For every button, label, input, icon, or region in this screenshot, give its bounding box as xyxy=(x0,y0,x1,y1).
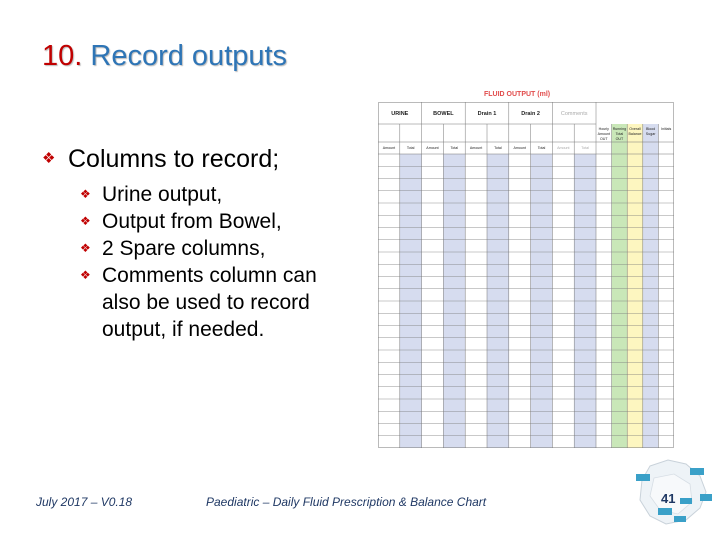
sub-bullet-text: 2 Spare columns, xyxy=(102,237,266,260)
running-total-fill xyxy=(612,124,628,448)
subheader-label: Amount xyxy=(469,146,483,150)
extra-header-label: Overall xyxy=(629,127,641,131)
subheader-label: Total xyxy=(581,146,589,150)
extra-header-label: Running xyxy=(612,127,627,131)
subheader-label: Amount xyxy=(513,146,526,150)
title-text: Record outputs xyxy=(90,40,288,72)
slide-title xyxy=(42,40,287,73)
extra-header-label: Balance xyxy=(628,132,642,136)
sub-bullet xyxy=(80,208,342,235)
extra-header-label: Sugar xyxy=(645,132,656,136)
footer-date: July 2017 – V0.18 xyxy=(36,495,133,509)
subheader-label: Amount xyxy=(426,146,439,150)
subheader-label: Amount xyxy=(382,146,396,150)
sub-bullet-text: Output from Bowel, xyxy=(102,210,282,233)
extra-header-label: OUT xyxy=(600,137,608,141)
group-header: URINE xyxy=(391,111,409,117)
diamond-bullet-icon: ❖ xyxy=(42,150,56,167)
subheader-label: Total xyxy=(450,146,459,150)
title-number: 10. xyxy=(42,40,83,72)
group-header: Comments xyxy=(560,111,588,117)
subheader-label: Amount xyxy=(557,146,570,150)
diamond-bullet-icon: ❖ xyxy=(80,268,91,282)
group-header: BOWEL xyxy=(433,111,454,117)
fluid-output-chart-image xyxy=(378,91,674,448)
diamond-bullet-icon: ❖ xyxy=(80,214,91,228)
sub-bullet xyxy=(80,181,342,208)
blood-sugar-fill xyxy=(643,124,659,448)
extra-header-label: Blood xyxy=(645,127,656,131)
sub-bullet xyxy=(80,262,342,343)
subheader-label: Total xyxy=(406,146,415,150)
extra-header-label: Total xyxy=(615,132,624,136)
diamond-bullet-icon: ❖ xyxy=(80,187,91,201)
bullet-list xyxy=(42,143,342,343)
group-header: Drain 1 xyxy=(477,111,497,117)
diamond-bullet-icon: ❖ xyxy=(80,241,91,255)
extra-header-label: OUT xyxy=(615,137,624,141)
page-number: 41 xyxy=(661,491,676,506)
subheader-label: Total xyxy=(494,146,502,150)
overall-balance-fill xyxy=(627,124,643,448)
main-bullet-text: Columns to record; xyxy=(68,145,280,173)
sub-bullet xyxy=(80,235,342,262)
main-bullet xyxy=(42,143,342,175)
extra-header-label: Amount xyxy=(597,132,610,136)
group-header: Drain 2 xyxy=(521,111,540,117)
subheader-label: Total xyxy=(537,146,546,150)
extra-header-label: Hourly xyxy=(598,127,609,131)
sub-bullet-text: Urine output, xyxy=(102,183,223,206)
sub-bullet-text: Comments column can also be used to record output, if needed. xyxy=(102,264,317,341)
sheet-heading: FLUID OUTPUT (ml) xyxy=(484,91,551,98)
extra-header-label: Initials xyxy=(661,127,672,131)
footer-title: Paediatric – Daily Fluid Prescription & Balance Chart xyxy=(206,495,487,509)
